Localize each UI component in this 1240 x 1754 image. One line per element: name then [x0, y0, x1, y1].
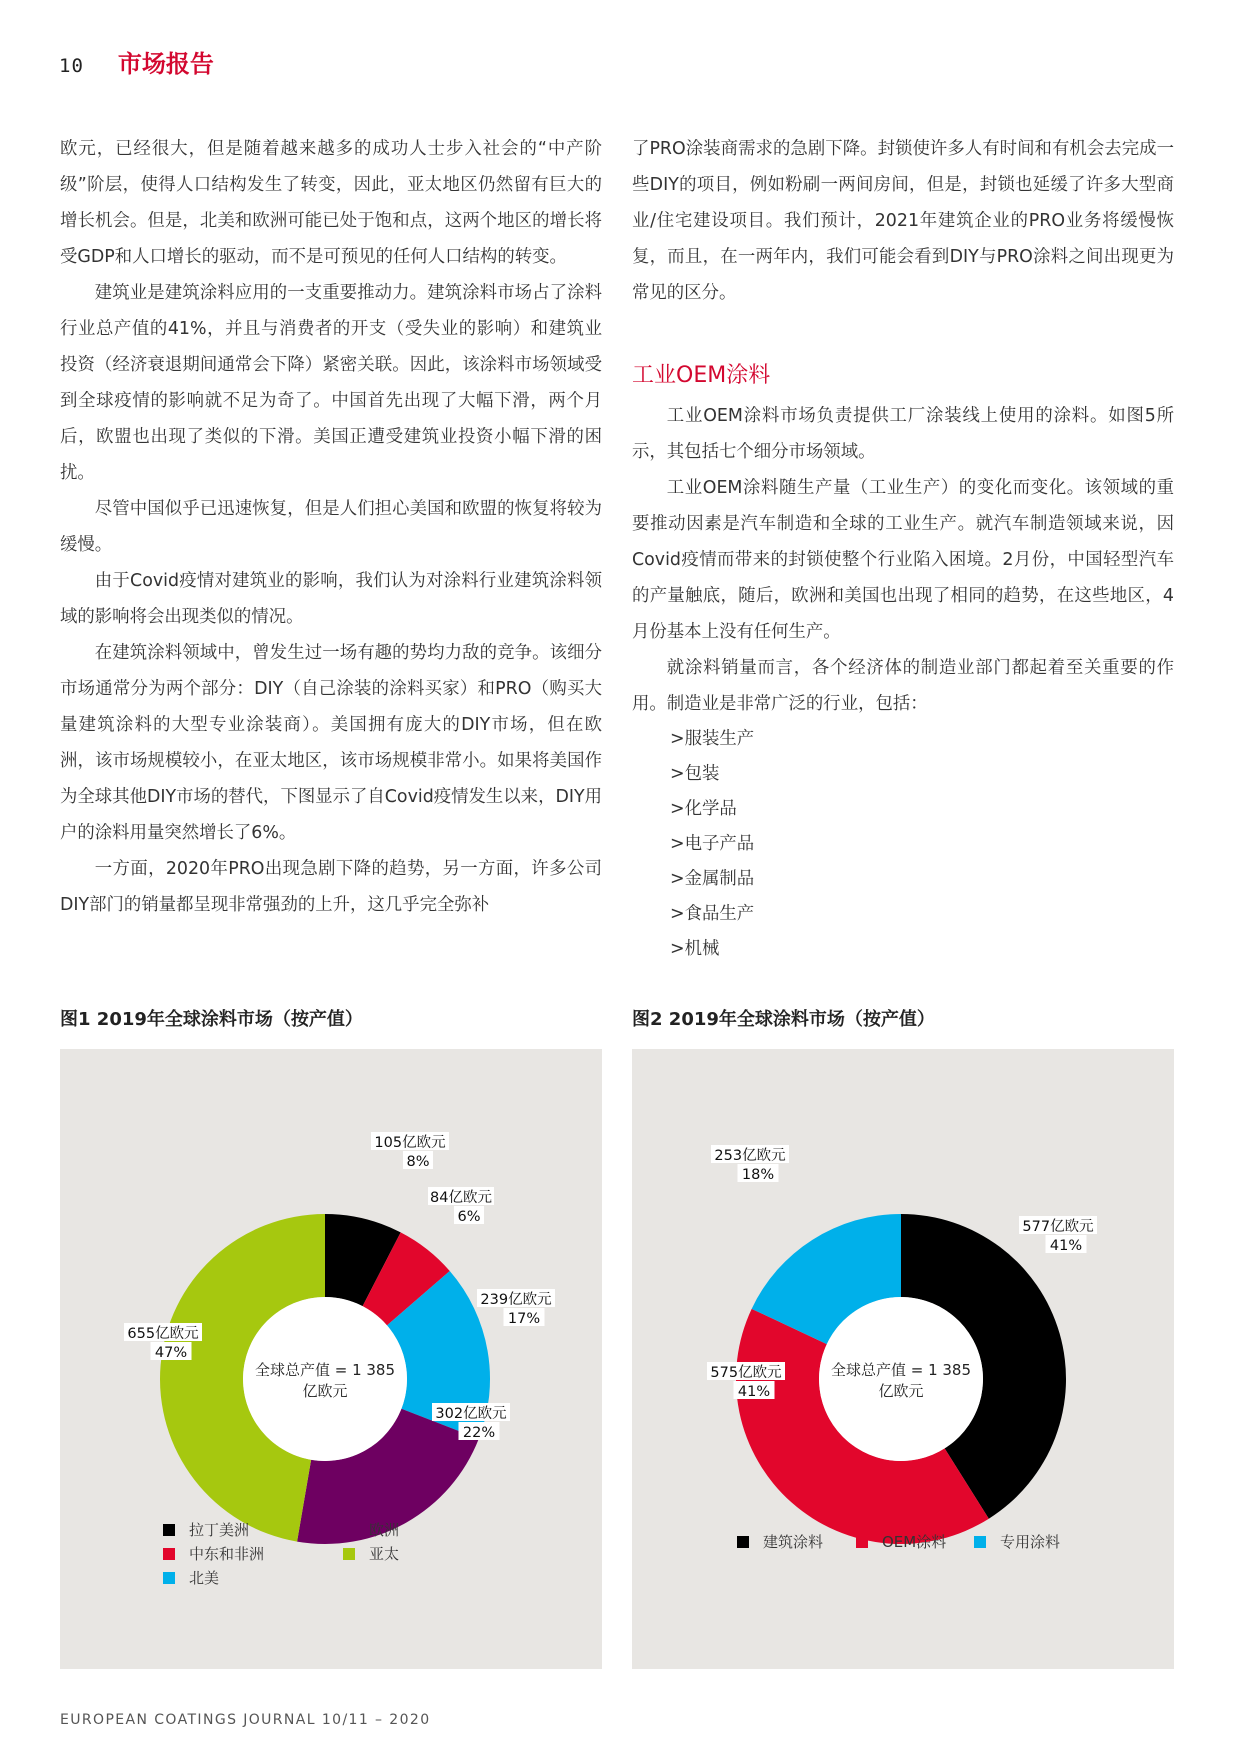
legend-label: 拉丁美洲 [189, 1521, 250, 1539]
donut-hole [819, 1297, 983, 1461]
figure-2-caption: 图2 2019年全球涂料市场（按产值） [632, 1009, 935, 1030]
section-heading: 工业OEM涂料 [632, 363, 771, 388]
paragraph: 在建筑涂料领域中，曾发生过一场有趣的势均力敌的竞争。该细分市场通常分为两个部分：DIY（自己涂装的涂料买家）和PRO（购买大量建筑涂料的大型专业涂装商）。美国拥有庞大的DIY市场，但在欧洲，该市场规模较小，在亚太地区，该市场规模非常小。如果将美国作为全球其他DIY市场的替代，下图显示了自Covid疫情发生以来，DIY用户的涂料用量突然增长了6%。 [60, 643, 602, 843]
legend-swatch [163, 1548, 175, 1560]
page-header [59, 44, 214, 84]
slice-data-label [371, 1132, 449, 1170]
slice-percent-label: 8% [406, 1154, 430, 1170]
legend-label: 中东和非洲 [189, 1545, 265, 1563]
legend-item [856, 1531, 946, 1552]
legend-swatch [856, 1536, 868, 1548]
slice-data-label [711, 1145, 789, 1183]
legend-label: 北美 [189, 1569, 220, 1587]
left-text-column [60, 131, 602, 923]
legend-item [343, 1543, 399, 1564]
legend-swatch [974, 1536, 986, 1548]
slice-percent-label: 17% [507, 1311, 541, 1327]
legend-swatch [737, 1536, 749, 1548]
slice-data-label [707, 1362, 785, 1400]
center-total-label: 亿欧元 [302, 1382, 348, 1400]
paragraph: 了PRO涂装商需求的急剧下降。封锁使许多人有时间和有机会去完成一些DIY的项目，例如粉刷一两间房间，但是，封锁也延缓了许多大型商业/住宅建设项目。我们预计，2021年建筑企业的PRO业务将缓慢恢复，而且，在一两年内，我们可能会看到DIY与PRO涂料之间出现更为常见的区分。 [632, 139, 1174, 303]
slice-value-label: 253亿欧元 [714, 1148, 786, 1164]
slice-percent-label: 47% [154, 1345, 188, 1361]
list-item: >电子产品 [670, 834, 755, 854]
page-number: 10 [59, 55, 84, 77]
legend-label: 建筑涂料 [763, 1533, 824, 1551]
paragraph: 一方面，2020年PRO出现急剧下降的趋势，另一方面，许多公司DIY部门的销量都呈现非常强劲的上升，这几乎完全弥补 [60, 859, 602, 915]
legend-item [737, 1531, 823, 1552]
slice-data-label [477, 1289, 555, 1327]
legend-item [974, 1531, 1060, 1552]
slice-value-label: 655亿欧元 [127, 1326, 199, 1342]
list-item: >金属制品 [670, 869, 755, 889]
slice-percent-label: 22% [462, 1425, 496, 1441]
legend-label: 欧洲 [369, 1521, 400, 1539]
paragraph: 由于Covid疫情对建筑业的影响，我们认为对涂料行业建筑涂料领域的影响将会出现类似的情况。 [60, 571, 602, 627]
slice-value-label: 577亿欧元 [1022, 1219, 1094, 1235]
legend-label: 专用涂料 [1000, 1533, 1061, 1551]
slice-value-label: 302亿欧元 [435, 1406, 507, 1422]
donut-chart-1 [60, 1049, 602, 1669]
figure-2-panel [632, 1049, 1174, 1669]
legend-item [343, 1519, 399, 1540]
legend-swatch [343, 1548, 355, 1560]
legend-item [163, 1519, 249, 1540]
footer-journal-line: EUROPEAN COATINGS JOURNAL 10/11 – 2020 [60, 1712, 431, 1728]
slice-value-label: 105亿欧元 [374, 1135, 446, 1151]
legend-swatch [163, 1572, 175, 1584]
center-total-label: 全球总产值 = 1 385 [254, 1361, 396, 1379]
slice-data-label [428, 1187, 494, 1225]
list-item: >包装 [670, 764, 720, 784]
list-item: >机械 [670, 939, 720, 959]
slice-value-label: 575亿欧元 [710, 1365, 782, 1381]
legend-swatch [343, 1524, 355, 1536]
slice-data-label [124, 1323, 202, 1361]
legend-label: OEM涂料 [882, 1533, 947, 1551]
slice-data-label [1019, 1216, 1097, 1254]
paragraph: 就涂料销量而言，各个经济体的制造业部门都起着至关重要的作用。制造业是非常广泛的行业，包括： [632, 658, 1174, 714]
paragraph: 欧元，已经很大，但是随着越来越多的成功人士步入社会的“中产阶级”阶层，使得人口结构发生了转变，因此，亚太地区仍然留有巨大的增长机会。但是，北美和欧洲可能已处于饱和点，这两个地区的增长将受GDP和人口增长的驱动，而不是可预见的任何人口结构的转变。 [60, 139, 602, 267]
legend-label: 亚太 [369, 1545, 400, 1563]
slice-percent-label: 41% [737, 1384, 771, 1400]
center-total-label: 亿欧元 [878, 1382, 924, 1400]
paragraph: 尽管中国似乎已迅速恢复，但是人们担心美国和欧盟的恢复将较为缓慢。 [60, 499, 602, 555]
right-text-column [632, 131, 1174, 967]
slice-percent-label: 6% [457, 1209, 481, 1225]
list-item: >食品生产 [670, 904, 755, 924]
donut-hole [243, 1297, 407, 1461]
paragraph: 工业OEM涂料市场负责提供工厂涂装线上使用的涂料。如图5所示，其包括七个细分市场领域。 [632, 406, 1174, 462]
slice-value-label: 84亿欧元 [430, 1190, 492, 1206]
figure-1-caption: 图1 2019年全球涂料市场（按产值） [60, 1009, 363, 1030]
list-item: >服装生产 [670, 729, 755, 749]
figure-1-panel [60, 1049, 602, 1669]
paragraph: 建筑业是建筑涂料应用的一支重要推动力。建筑涂料市场占了涂料行业总产值的41%，并且与消费者的开支（受失业的影响）和建筑业投资（经济衰退期间通常会下降）紧密关联。因此，该涂料市场领域受到全球疫情的影响就不足为奇了。中国首先出现了大幅下滑，两个月后，欧盟也出现了类似的下滑。美国正遭受建筑业投资小幅下滑的困扰。 [60, 283, 602, 483]
legend-swatch [163, 1524, 175, 1536]
center-total-label: 全球总产值 = 1 385 [830, 1361, 972, 1379]
slice-percent-label: 18% [741, 1167, 775, 1183]
legend-item [163, 1567, 219, 1588]
list-item: >化学品 [670, 799, 737, 819]
slice-percent-label: 41% [1049, 1238, 1083, 1254]
industry-list [632, 722, 1174, 967]
slice-value-label: 239亿欧元 [480, 1292, 552, 1308]
legend-item [163, 1543, 264, 1564]
paragraph: 工业OEM涂料随生产量（工业生产）的变化而变化。该领域的重要推动因素是汽车制造和全球的工业生产。就汽车制造领域来说，因Covid疫情而带来的封锁使整个行业陷入困境。2月份，中国轻型汽车的产量触底，随后，欧洲和美国也出现了相同的趋势，在这些地区，4月份基本上没有任何生产。 [632, 478, 1174, 642]
section-title: 市场报告 [117, 50, 214, 78]
donut-chart-2 [632, 1049, 1174, 1669]
